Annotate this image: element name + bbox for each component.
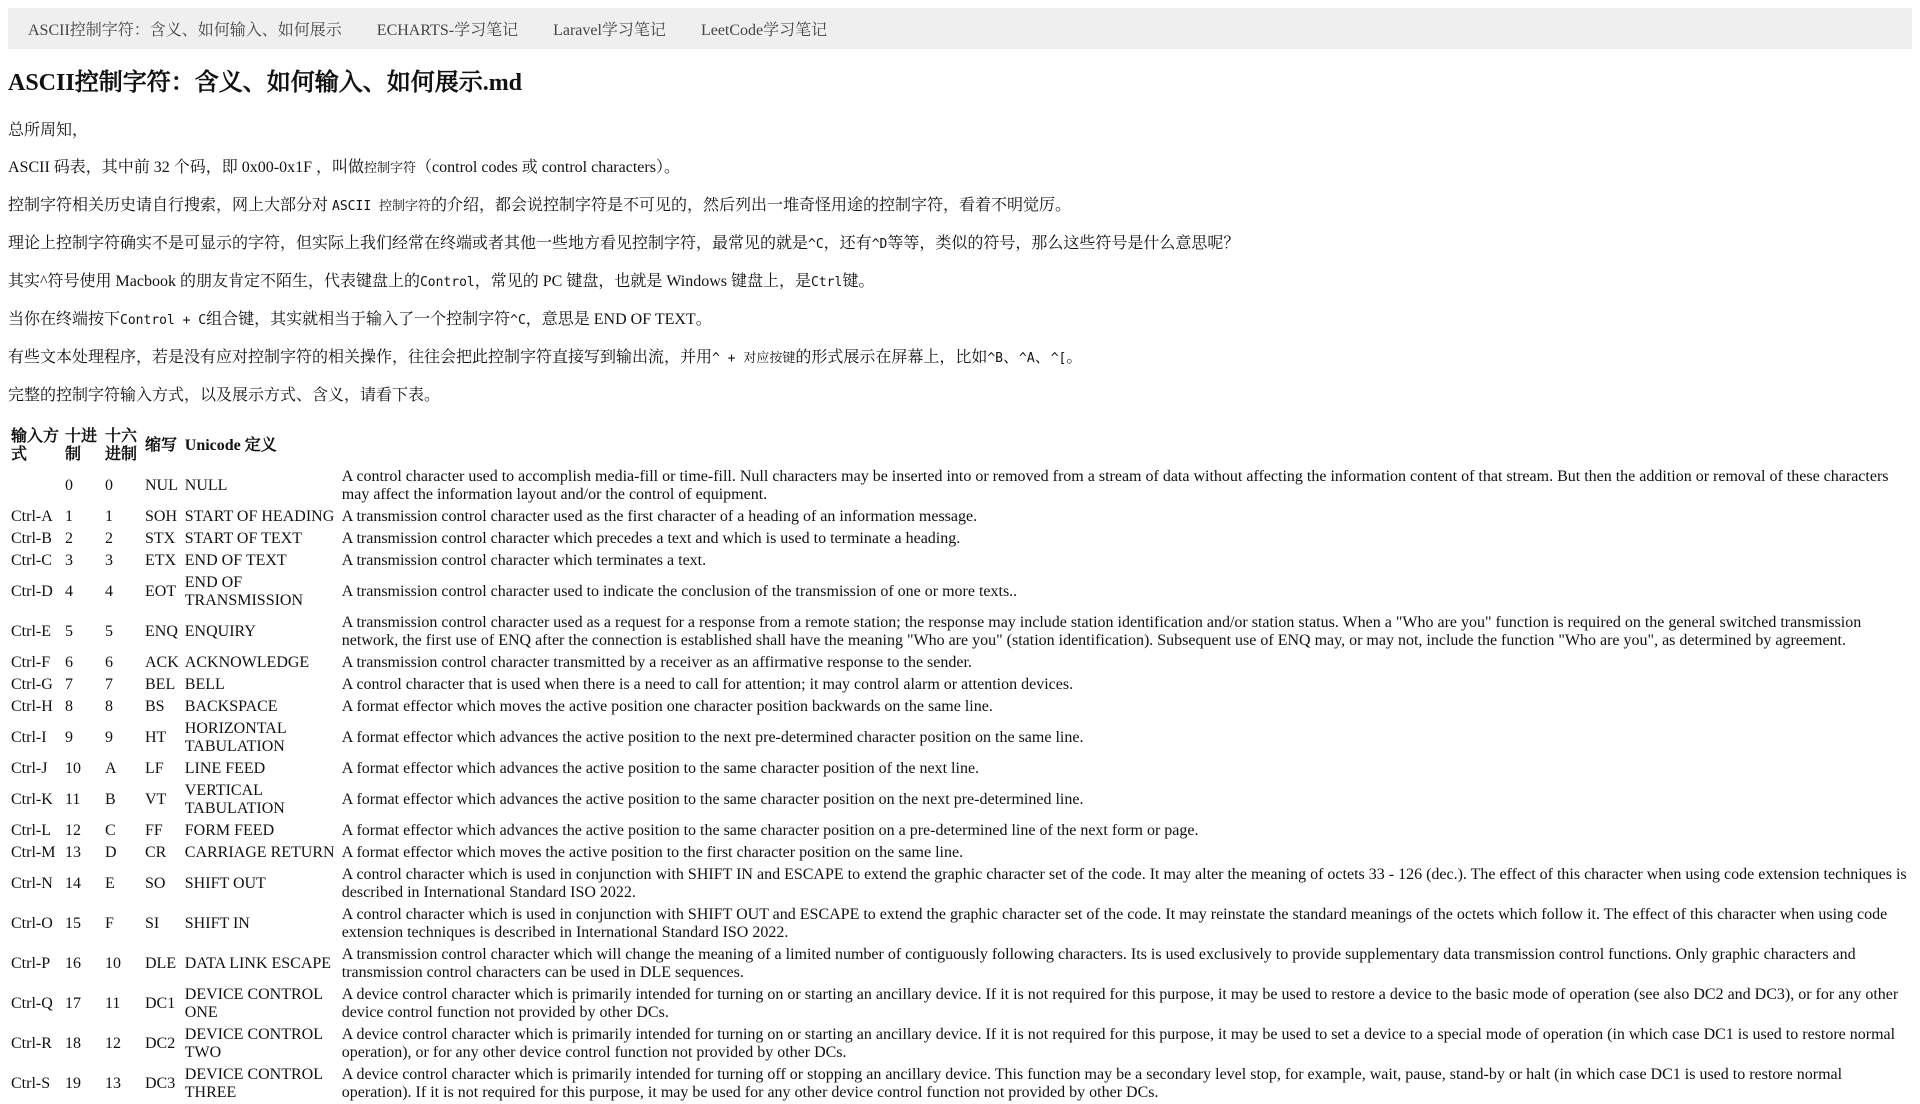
cell-name: END OF TRANSMISSION: [184, 573, 304, 609]
inline-code: ^B: [987, 350, 1003, 366]
cell-dec: 2: [65, 529, 73, 547]
table-row: [8, 1064, 1912, 1104]
paragraph-4: 理论上控制字符确实不是可显示的字符，但实际上我们经常在终端或者其他一些地方看见控制字符，最常见的就是^C，还有^D等等，类似的符号，那么这些符号是什么意思呢？: [8, 234, 1240, 252]
cell-hex: 8: [105, 697, 113, 715]
cell-abbr: FF: [145, 821, 163, 839]
table-row: [8, 864, 1912, 904]
table-row: [8, 528, 1912, 550]
cell-hex: 10: [105, 954, 121, 972]
cell-dec: 4: [65, 582, 73, 600]
cell-desc: A format effector which advances the active position to the same character position of the next line.: [341, 759, 980, 777]
control-char-table: [8, 426, 1912, 1104]
cell-input: Ctrl-D: [11, 582, 53, 600]
cell-desc: A format effector which moves the active position one character position backwards on the same line.: [341, 697, 993, 715]
cell-hex: 6: [105, 653, 113, 671]
paragraph-1: 总所周知，: [8, 121, 89, 139]
header-unicode: Unicode 定义: [184, 436, 277, 454]
table-row: [8, 696, 1912, 718]
cell-dec: 5: [65, 622, 73, 640]
inline-code: ^ + 对应按键: [712, 350, 796, 366]
paragraph-5: 其实^符号使用 Macbook 的朋友肯定不陌生，代表键盘上的Control，常见的 PC 键盘，也就是 Windows 键盘上，是Ctrl键。: [8, 272, 875, 290]
cell-dec: 1: [65, 507, 73, 525]
cell-abbr: EOT: [145, 582, 177, 600]
cell-abbr: SO: [145, 874, 166, 892]
cell-input: Ctrl-I: [11, 728, 47, 746]
paragraph-2: ASCII 码表，其中前 32 个码，即 0x00-0x1F ，叫做控制字符（control codes 或 control characters）。: [8, 158, 680, 176]
cell-dec: 17: [65, 994, 81, 1012]
cell-dec: 11: [65, 790, 81, 808]
cell-name: DATA LINK ESCAPE: [184, 954, 332, 972]
cell-abbr: SOH: [145, 507, 178, 525]
cell-hex: 3: [105, 551, 113, 569]
cell-input: Ctrl-S: [11, 1074, 51, 1092]
table-row: [8, 718, 1912, 758]
cell-abbr: NUL: [145, 476, 178, 494]
cell-hex: 1: [105, 507, 113, 525]
cell-dec: 6: [65, 653, 73, 671]
cell-dec: 18: [65, 1034, 81, 1052]
cell-input: Ctrl-H: [11, 697, 53, 715]
inline-code: ^[: [1050, 350, 1067, 366]
cell-dec: 9: [65, 728, 73, 746]
cell-name: START OF HEADING: [184, 507, 335, 525]
cell-dec: 0: [65, 476, 73, 494]
table-row: [8, 758, 1912, 780]
paragraph-8: 完整的控制字符输入方式，以及展示方式、含义，请看下表。: [8, 386, 441, 404]
cell-dec: 13: [65, 843, 81, 861]
cell-name: ACKNOWLEDGE: [184, 653, 310, 671]
cell-name: ENQUIRY: [184, 622, 256, 640]
cell-dec: 8: [65, 697, 73, 715]
cell-hex: B: [105, 790, 116, 808]
cell-hex: 0: [105, 476, 113, 494]
cell-hex: 9: [105, 728, 113, 746]
cell-abbr: BS: [145, 697, 165, 715]
cell-input: Ctrl-N: [11, 874, 53, 892]
cell-abbr: DLE: [145, 954, 177, 972]
cell-abbr: CR: [145, 843, 167, 861]
cell-desc: A format effector which advances the active position to the same character position on the next pre-determined line.: [341, 790, 1084, 808]
cell-desc: A transmission control character used as a request for a response from a remote station; the response may include station identification and/or station status. When a "Who are you" function is required on the general switched transmission network, the first use of ENQ after the connection is established shall have the meaning "Who are you" (station identification). Subsequent use of ENQ may, or may not, include the function "Who are you", as determined by agreement.: [341, 613, 1862, 649]
cell-dec: 16: [65, 954, 81, 972]
table-row: [8, 652, 1912, 674]
cell-input: Ctrl-E: [11, 622, 51, 640]
table-row: [8, 984, 1912, 1024]
cell-abbr: STX: [145, 529, 176, 547]
cell-abbr: SI: [145, 914, 160, 932]
cell-hex: 13: [105, 1074, 121, 1092]
cell-input: [8, 466, 62, 506]
cell-desc: A transmission control character which precedes a text and which is used to terminate a heading.: [341, 529, 961, 547]
cell-hex: C: [105, 821, 116, 839]
tab-ascii-control-chars[interactable]: ASCII控制字符：含义、如何输入、如何展示: [28, 22, 342, 39]
cell-name: SHIFT OUT: [184, 874, 266, 892]
cell-desc: A transmission control character transmitted by a receiver as an affirmative response to the sender.: [341, 653, 972, 671]
cell-name: LINE FEED: [184, 759, 266, 777]
table-row: [8, 550, 1912, 572]
cell-name: DEVICE CONTROL THREE: [184, 1065, 323, 1101]
cell-name: HORIZONTAL TABULATION: [184, 719, 286, 755]
cell-abbr: ENQ: [145, 622, 178, 640]
cell-desc: A transmission control character used as the first character of a heading of an information message.: [341, 507, 978, 525]
cell-desc: A transmission control character which terminates a text.: [341, 551, 707, 569]
cell-abbr: DC1: [145, 994, 176, 1012]
inline-code: Control: [419, 274, 475, 290]
cell-dec: 10: [65, 759, 81, 777]
cell-name: FORM FEED: [184, 821, 275, 839]
table-header-row: [8, 426, 1912, 466]
table-row: [8, 1024, 1912, 1064]
cell-hex: E: [105, 874, 115, 892]
cell-input: Ctrl-Q: [11, 994, 53, 1012]
cell-name: START OF TEXT: [184, 529, 302, 547]
cell-name: BACKSPACE: [184, 697, 278, 715]
cell-abbr: DC3: [145, 1074, 176, 1092]
cell-abbr: HT: [145, 728, 167, 746]
cell-dec: 19: [65, 1074, 81, 1092]
cell-desc: A transmission control character used to indicate the conclusion of the transmission of one or more texts..: [341, 582, 1018, 600]
cell-name: END OF TEXT: [184, 551, 287, 569]
cell-abbr: VT: [145, 790, 167, 808]
cell-name: DEVICE CONTROL TWO: [184, 1025, 323, 1061]
cell-input: Ctrl-M: [11, 843, 56, 861]
cell-hex: 5: [105, 622, 113, 640]
cell-hex: 11: [105, 994, 121, 1012]
cell-desc: A format effector which moves the active position to the first character position on the same line.: [341, 843, 964, 861]
cell-abbr: BEL: [145, 675, 176, 693]
cell-hex: 4: [105, 582, 113, 600]
cell-input: Ctrl-O: [11, 914, 53, 932]
page-title: ASCII控制字符：含义、如何输入、如何展示.md: [8, 70, 523, 96]
cell-desc: A device control character which is primarily intended for turning on or starting an ancillary device. If it is not required for this purpose, it may be used to restore a device to the basic mode of operation (see also DC2 and DC3), or for any other device control function not provided by other DCs.: [341, 985, 1899, 1021]
cell-input: Ctrl-B: [11, 529, 52, 547]
cell-desc: A control character which is used in conjunction with SHIFT IN and ESCAPE to extend the graphic character set of the code. It may alter the meaning of octets 33 - 126 (dec.). The effect of this character when using code extension techniques is described in International Standard ISO 2022.: [341, 865, 1907, 901]
header-hex: 十六进制: [105, 427, 138, 463]
table-row: [8, 674, 1912, 696]
cell-desc: A transmission control character which will change the meaning of a limited number of contiguously following characters. Its is used exclusively to provide supplementary data transmission control functions. Only graphic characters and transmission control characters can be used in DLE sequences.: [341, 945, 1856, 981]
inline-code: Control + C: [120, 312, 207, 328]
inline-code: ^C: [510, 312, 526, 328]
cell-name: NULL: [184, 476, 228, 494]
paragraph-6: 当你在终端按下Control + C组合键，其实就相当于输入了一个控制字符^C，意思是 END OF TEXT。: [8, 310, 712, 328]
cell-name: CARRIAGE RETURN: [184, 843, 335, 861]
table-row: [8, 904, 1912, 944]
tab-leetcode-notes[interactable]: LeetCode学习笔记: [700, 22, 828, 39]
cell-input: Ctrl-A: [11, 507, 53, 525]
inline-code: ASCII 控制字符: [332, 198, 431, 214]
cell-hex: 12: [105, 1034, 121, 1052]
table-row: [8, 944, 1912, 984]
tab-bar: [8, 8, 1912, 49]
cell-hex: 7: [105, 675, 113, 693]
cell-desc: A format effector which advances the active position to the same character position on a pre-determined line of the next form or page.: [341, 821, 1199, 839]
cell-desc: A control character which is used in conjunction with SHIFT OUT and ESCAPE to extend the graphic character set of the code. It may reinstate the standard meanings of the octets which follow it. The effect of this character when using code extension techniques is described in International Standard ISO 2022.: [341, 905, 1888, 941]
cell-dec: 7: [65, 675, 73, 693]
table-row: [8, 842, 1912, 864]
cell-input: Ctrl-L: [11, 821, 51, 839]
cell-hex: D: [105, 843, 117, 861]
inline-code: ^A: [1019, 350, 1035, 366]
cell-abbr: ETX: [145, 551, 177, 569]
cell-hex: A: [105, 759, 117, 777]
cell-desc: A control character that is used when there is a need to call for attention; it may control alarm or attention devices.: [341, 675, 1074, 693]
paragraph-3: 控制字符相关历史请自行搜索，网上大部分对 ASCII 控制字符的介绍，都会说控制字符是不可见的，然后列出一堆奇怪用途的控制字符，看着不明觉厉。: [8, 196, 1071, 214]
inline-code: ^D: [871, 236, 888, 252]
cell-abbr: LF: [145, 759, 164, 777]
cell-input: Ctrl-R: [11, 1034, 52, 1052]
cell-abbr: ACK: [145, 653, 179, 671]
cell-name: DEVICE CONTROL ONE: [184, 985, 323, 1021]
table-row: [8, 612, 1912, 652]
cell-abbr: DC2: [145, 1034, 176, 1052]
cell-dec: 12: [65, 821, 81, 839]
table-row: [8, 572, 1912, 612]
cell-dec: 3: [65, 551, 73, 569]
header-input: 输入方式: [11, 427, 60, 463]
cell-name: BELL: [184, 675, 225, 693]
cell-input: Ctrl-C: [11, 551, 52, 569]
cell-hex: F: [105, 914, 114, 932]
cell-input: Ctrl-P: [11, 954, 51, 972]
inline-code: ^C: [808, 236, 824, 252]
cell-desc: A device control character which is primarily intended for turning off or stopping an ancillary device. This function may be a secondary level stop, for example, wait, pause, stand-by or halt (in which case DC1 is used to restore normal operation). If it is not required for this purpose, it may be used for any other device control function not provided by other DCs.: [341, 1065, 1843, 1101]
cell-desc: A device control character which is primarily intended for turning on or starting an ancillary device. If it is not required for this purpose, it may be used to set a device to a special mode of operation (in which case DC1 is used to restore normal operation), or for any other device control function not provided by other DCs.: [341, 1025, 1896, 1061]
cell-input: Ctrl-G: [11, 675, 53, 693]
cell-name: SHIFT IN: [184, 914, 250, 932]
cell-input: Ctrl-K: [11, 790, 53, 808]
cell-desc: A format effector which advances the active position to the next pre-determined character position on the same line.: [341, 728, 1084, 746]
inline-code: Ctrl: [811, 274, 843, 290]
header-abbr: 缩写: [145, 436, 178, 454]
cell-dec: 14: [65, 874, 81, 892]
table-row: [8, 506, 1912, 528]
cell-name: VERTICAL TABULATION: [184, 781, 285, 817]
cell-dec: 15: [65, 914, 81, 932]
inline-code: 控制字符: [364, 160, 417, 176]
cell-input: Ctrl-F: [11, 653, 51, 671]
table-row: [8, 780, 1912, 820]
table-row: [8, 820, 1912, 842]
header-dec: 十进制: [65, 427, 98, 463]
tab-echarts-notes[interactable]: ECHARTS-学习笔记: [376, 22, 519, 39]
cell-desc: A control character used to accomplish media-fill or time-fill. Null characters may be inserted into or removed from a stream of data without affecting the information content of that stream. But then the addition or removal of these characters may affect the information layout and/or the control of equipment.: [341, 467, 1889, 503]
table-row: [8, 466, 1912, 506]
cell-hex: 2: [105, 529, 113, 547]
paragraph-7: 有些文本处理程序，若是没有应对控制字符的相关操作，往往会把此控制字符直接写到输出流，并用^ + 对应按键的形式展示在屏幕上，比如^B、^A、^[。: [8, 348, 1083, 366]
tab-laravel-notes[interactable]: Laravel学习笔记: [553, 22, 666, 39]
cell-input: Ctrl-J: [11, 759, 48, 777]
